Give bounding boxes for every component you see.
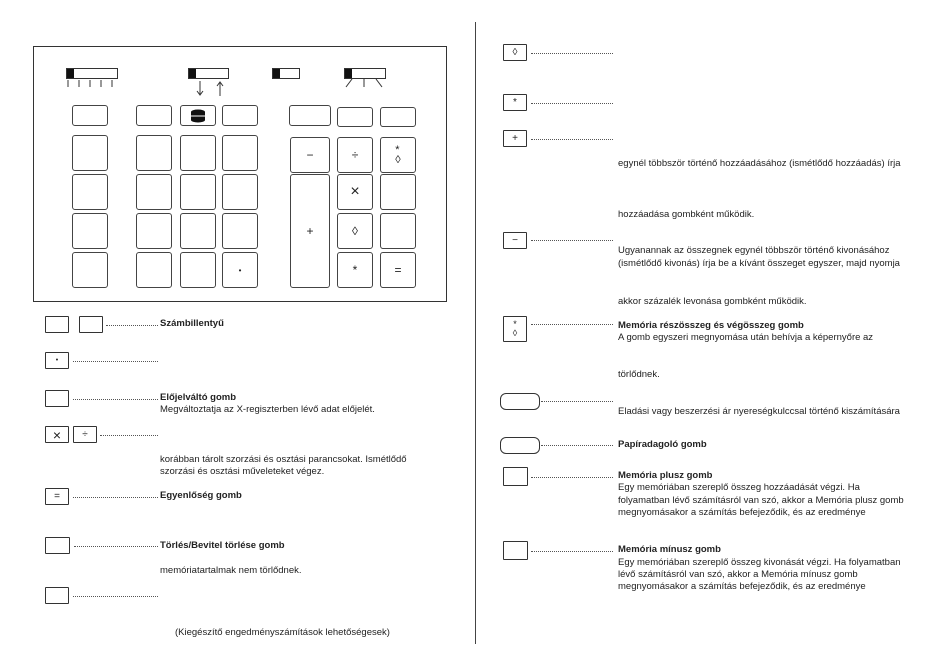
muldiv-desc-2: szorzási és osztási műveleteket végez. <box>160 466 325 477</box>
sign-change-desc: Megváltoztatja az X-regiszterben lévő adat előjelét. <box>160 404 375 415</box>
clear-key-sample <box>45 537 70 554</box>
number-key[interactable] <box>136 213 172 249</box>
calc-key[interactable] <box>380 107 416 127</box>
memory-minus-key-sample <box>503 541 528 560</box>
calc-key[interactable] <box>289 105 331 126</box>
divide-key-sample: ÷ <box>73 426 97 443</box>
leader-dots <box>531 324 613 325</box>
calc-key[interactable] <box>380 213 416 249</box>
minus-key[interactable]: − <box>290 137 330 173</box>
memory-plus-key-sample <box>503 467 528 486</box>
decimal-key-sample: • <box>45 352 69 369</box>
memory-minus-desc-3: megnyomásakor a számítás befejeződik, és az eredménye <box>618 581 866 592</box>
memory-total-key-sample: * ◊ <box>503 316 527 342</box>
plus-key-sample: + <box>503 130 527 147</box>
print-switch-ticks <box>342 77 388 89</box>
leader-dots <box>531 240 613 241</box>
minus-desc-1: Ugyanannak az összegnek egynél többször történő kivonásához <box>618 245 890 256</box>
leader-dots <box>541 445 613 446</box>
mode-switch <box>272 68 300 79</box>
number-keys-label: Számbillentyű <box>160 318 224 329</box>
paper-feed-title: Papíradagoló gomb <box>618 439 707 450</box>
minus-desc-2: (ismétlődő kivonás) írja be a kívánt összeget egyszer, majd nyomja <box>618 258 900 269</box>
leader-dots <box>531 477 613 478</box>
margin-key-sample <box>500 393 540 410</box>
diamond-key-sample: ◊ <box>503 44 527 61</box>
column-divider <box>475 22 476 644</box>
memory-total-key[interactable]: * ◊ <box>380 137 416 173</box>
calc-key[interactable] <box>72 252 108 288</box>
number-key[interactable] <box>180 135 216 171</box>
number-key-sample-2 <box>79 316 103 333</box>
minus-desc-3: akkor százalék levonása gombként működik. <box>618 296 807 307</box>
key-sample <box>45 587 69 604</box>
calc-key[interactable] <box>72 135 108 171</box>
minus-key-sample: − <box>503 232 527 249</box>
number-key-sample <box>45 316 69 333</box>
leader-dots <box>531 139 613 140</box>
subtotal-memory-key[interactable] <box>380 174 416 210</box>
memory-minus-desc-1: Egy memóriában szereplő összeg kivonását végzi. Ha folyamatban <box>618 557 901 568</box>
equals-key-sample: = <box>45 488 69 505</box>
calc-key[interactable] <box>222 105 258 126</box>
paper-feed-key-sample <box>500 437 540 454</box>
rounding-switch <box>188 68 229 79</box>
plus-key[interactable]: + <box>290 174 330 288</box>
number-key[interactable] <box>222 174 258 210</box>
number-key[interactable] <box>180 213 216 249</box>
memory-minus-title: Memória mínusz gomb <box>618 544 721 555</box>
memory-total-title: Memória részösszeg és végösszeg gomb <box>618 320 804 331</box>
leader-dots <box>73 361 158 362</box>
star-key[interactable]: * <box>337 252 373 288</box>
leader-dots <box>73 596 158 597</box>
plus-desc-1: egynél többször történő hozzáadásához (ismétlődő hozzáadás) írja <box>618 158 901 169</box>
sign-change-title: Előjelváltó gomb <box>160 392 237 403</box>
memory-plus-desc-2: folyamatban lévő számításról van szó, akkor a Memória plusz gomb <box>618 495 904 506</box>
leader-dots <box>100 435 158 436</box>
leader-dots <box>541 401 613 402</box>
times-key[interactable]: × <box>337 174 373 210</box>
calc-key[interactable] <box>72 105 108 126</box>
memory-total-desc-2: törlődnek. <box>618 369 660 380</box>
number-key[interactable] <box>180 252 216 288</box>
rounding-arrows-icon <box>192 79 226 97</box>
memory-plus-desc-3: megnyomásakor a számítás befejeződik, és az eredménye <box>618 507 866 518</box>
calc-key[interactable] <box>337 107 373 127</box>
clear-desc: memóriatartalmak nem törlődnek. <box>160 565 302 576</box>
leader-dots <box>531 103 613 104</box>
equals-title: Egyenlőség gomb <box>160 490 242 501</box>
diamond-key[interactable]: ◊ <box>337 213 373 249</box>
number-key[interactable] <box>222 135 258 171</box>
leader-dots <box>73 399 158 400</box>
memory-total-desc-1: A gomb egyszeri megnyomása után behívja a képernyőre az <box>618 332 874 343</box>
calc-key[interactable] <box>72 174 108 210</box>
memory-minus-desc-2: lévő számításról van szó, akkor a Memória mínusz gomb <box>618 569 858 580</box>
memory-key[interactable] <box>180 105 216 126</box>
number-key[interactable] <box>136 174 172 210</box>
margin-desc: Eladási vagy beszerzési ár nyereségkulccsal történő kiszámítására <box>618 406 900 417</box>
equals-key[interactable]: = <box>380 252 416 288</box>
decimal-selector-ticks <box>66 78 118 88</box>
divide-key[interactable]: ÷ <box>337 137 373 173</box>
number-key[interactable] <box>180 174 216 210</box>
number-key[interactable] <box>136 135 172 171</box>
memory-plus-title: Memória plusz gomb <box>618 470 713 481</box>
muldiv-desc-1: korábban tárolt szorzási és osztási parancsokat. Ismétlődő <box>160 454 407 465</box>
leader-dots <box>531 53 613 54</box>
calculator-diagram <box>33 46 447 302</box>
leader-dots <box>73 497 158 498</box>
leader-dots <box>74 546 158 547</box>
number-key[interactable] <box>136 252 172 288</box>
sign-change-key-sample <box>45 390 69 407</box>
calc-key[interactable] <box>72 213 108 249</box>
number-key[interactable] <box>222 213 258 249</box>
decimal-key[interactable]: • <box>222 252 258 288</box>
leader-dots <box>531 551 613 552</box>
footer-note: (Kiegészítő engedményszámítások lehetőségesek) <box>175 627 390 638</box>
memory-plus-desc-1: Egy memóriában szereplő összeg hozzáadását végzi. Ha <box>618 482 860 493</box>
star-key-sample: * <box>503 94 527 111</box>
plus-desc-2: hozzáadása gombként működik. <box>618 209 755 220</box>
clear-title: Törlés/Bevitel törlése gomb <box>160 540 285 551</box>
database-icon <box>189 109 207 123</box>
leader-dots <box>106 325 158 326</box>
calc-key[interactable] <box>136 105 172 126</box>
times-key-sample: × <box>45 426 69 443</box>
